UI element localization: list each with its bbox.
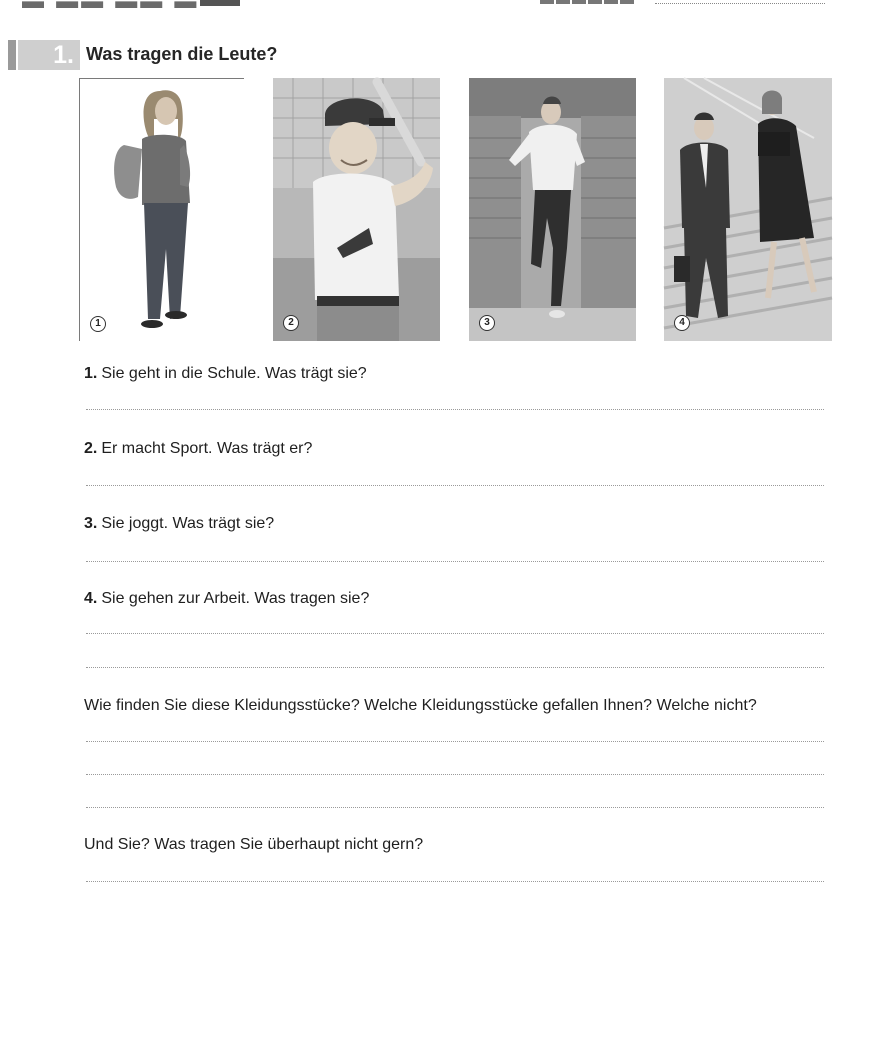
- photo-number-badge: 4: [674, 315, 690, 331]
- question-number: 2.: [84, 440, 98, 457]
- discussion-line-1[interactable]: [86, 741, 824, 742]
- header-result-line: [655, 3, 825, 4]
- final-answer-line[interactable]: [86, 881, 824, 882]
- photo-number-badge: 2: [283, 315, 299, 331]
- question-number: 3.: [84, 515, 98, 532]
- question-number: 4.: [84, 590, 98, 607]
- exercise-accent-bar: [8, 40, 16, 70]
- question-text: Er macht Sport. Was trägt er?: [101, 440, 313, 457]
- photo-number-badge: 3: [479, 315, 495, 331]
- question-text: Sie gehen zur Arbeit. Was tragen sie?: [101, 590, 370, 607]
- photo-jogger: [469, 78, 636, 341]
- answer-line-3[interactable]: [86, 561, 824, 562]
- photo-business-people: [664, 78, 832, 341]
- question-text: Sie geht in die Schule. Was trägt sie?: [101, 365, 367, 382]
- question-4: [84, 590, 369, 608]
- answer-line-4b[interactable]: [86, 667, 824, 668]
- discussion-prompt: Wie finden Sie diese Kleidungsstücke? Welche Kleidungsstücke gefallen Ihnen? Welche nicht?: [84, 697, 757, 714]
- question-text: Sie joggt. Was trägt sie?: [101, 515, 275, 532]
- question-3: [84, 515, 274, 533]
- page-header-cropped: [0, 0, 880, 14]
- answer-line-4a[interactable]: [86, 633, 824, 634]
- exercise-number: 1.: [53, 41, 74, 69]
- header-cropped-badge: [200, 0, 240, 6]
- question-2: [84, 440, 312, 458]
- photo-student: [79, 78, 244, 341]
- final-prompt: Und Sie? Was tragen Sie überhaupt nicht gern?: [84, 836, 424, 853]
- header-cropped-label: [540, 0, 636, 7]
- question-number: 1.: [84, 365, 98, 382]
- answer-line-1[interactable]: [86, 409, 824, 410]
- photo-number-badge: 1: [90, 316, 106, 332]
- question-1: [84, 365, 367, 383]
- exercise-title: Was tragen die Leute?: [86, 44, 278, 64]
- answer-line-2[interactable]: [86, 485, 824, 486]
- photo-baseball-boy: [273, 78, 440, 341]
- exercise-number-box: [18, 40, 80, 70]
- discussion-line-3[interactable]: [86, 807, 824, 808]
- header-cropped-title: ▬ ▬▬ ▬▬ ▬: [22, 0, 200, 13]
- discussion-line-2[interactable]: [86, 774, 824, 775]
